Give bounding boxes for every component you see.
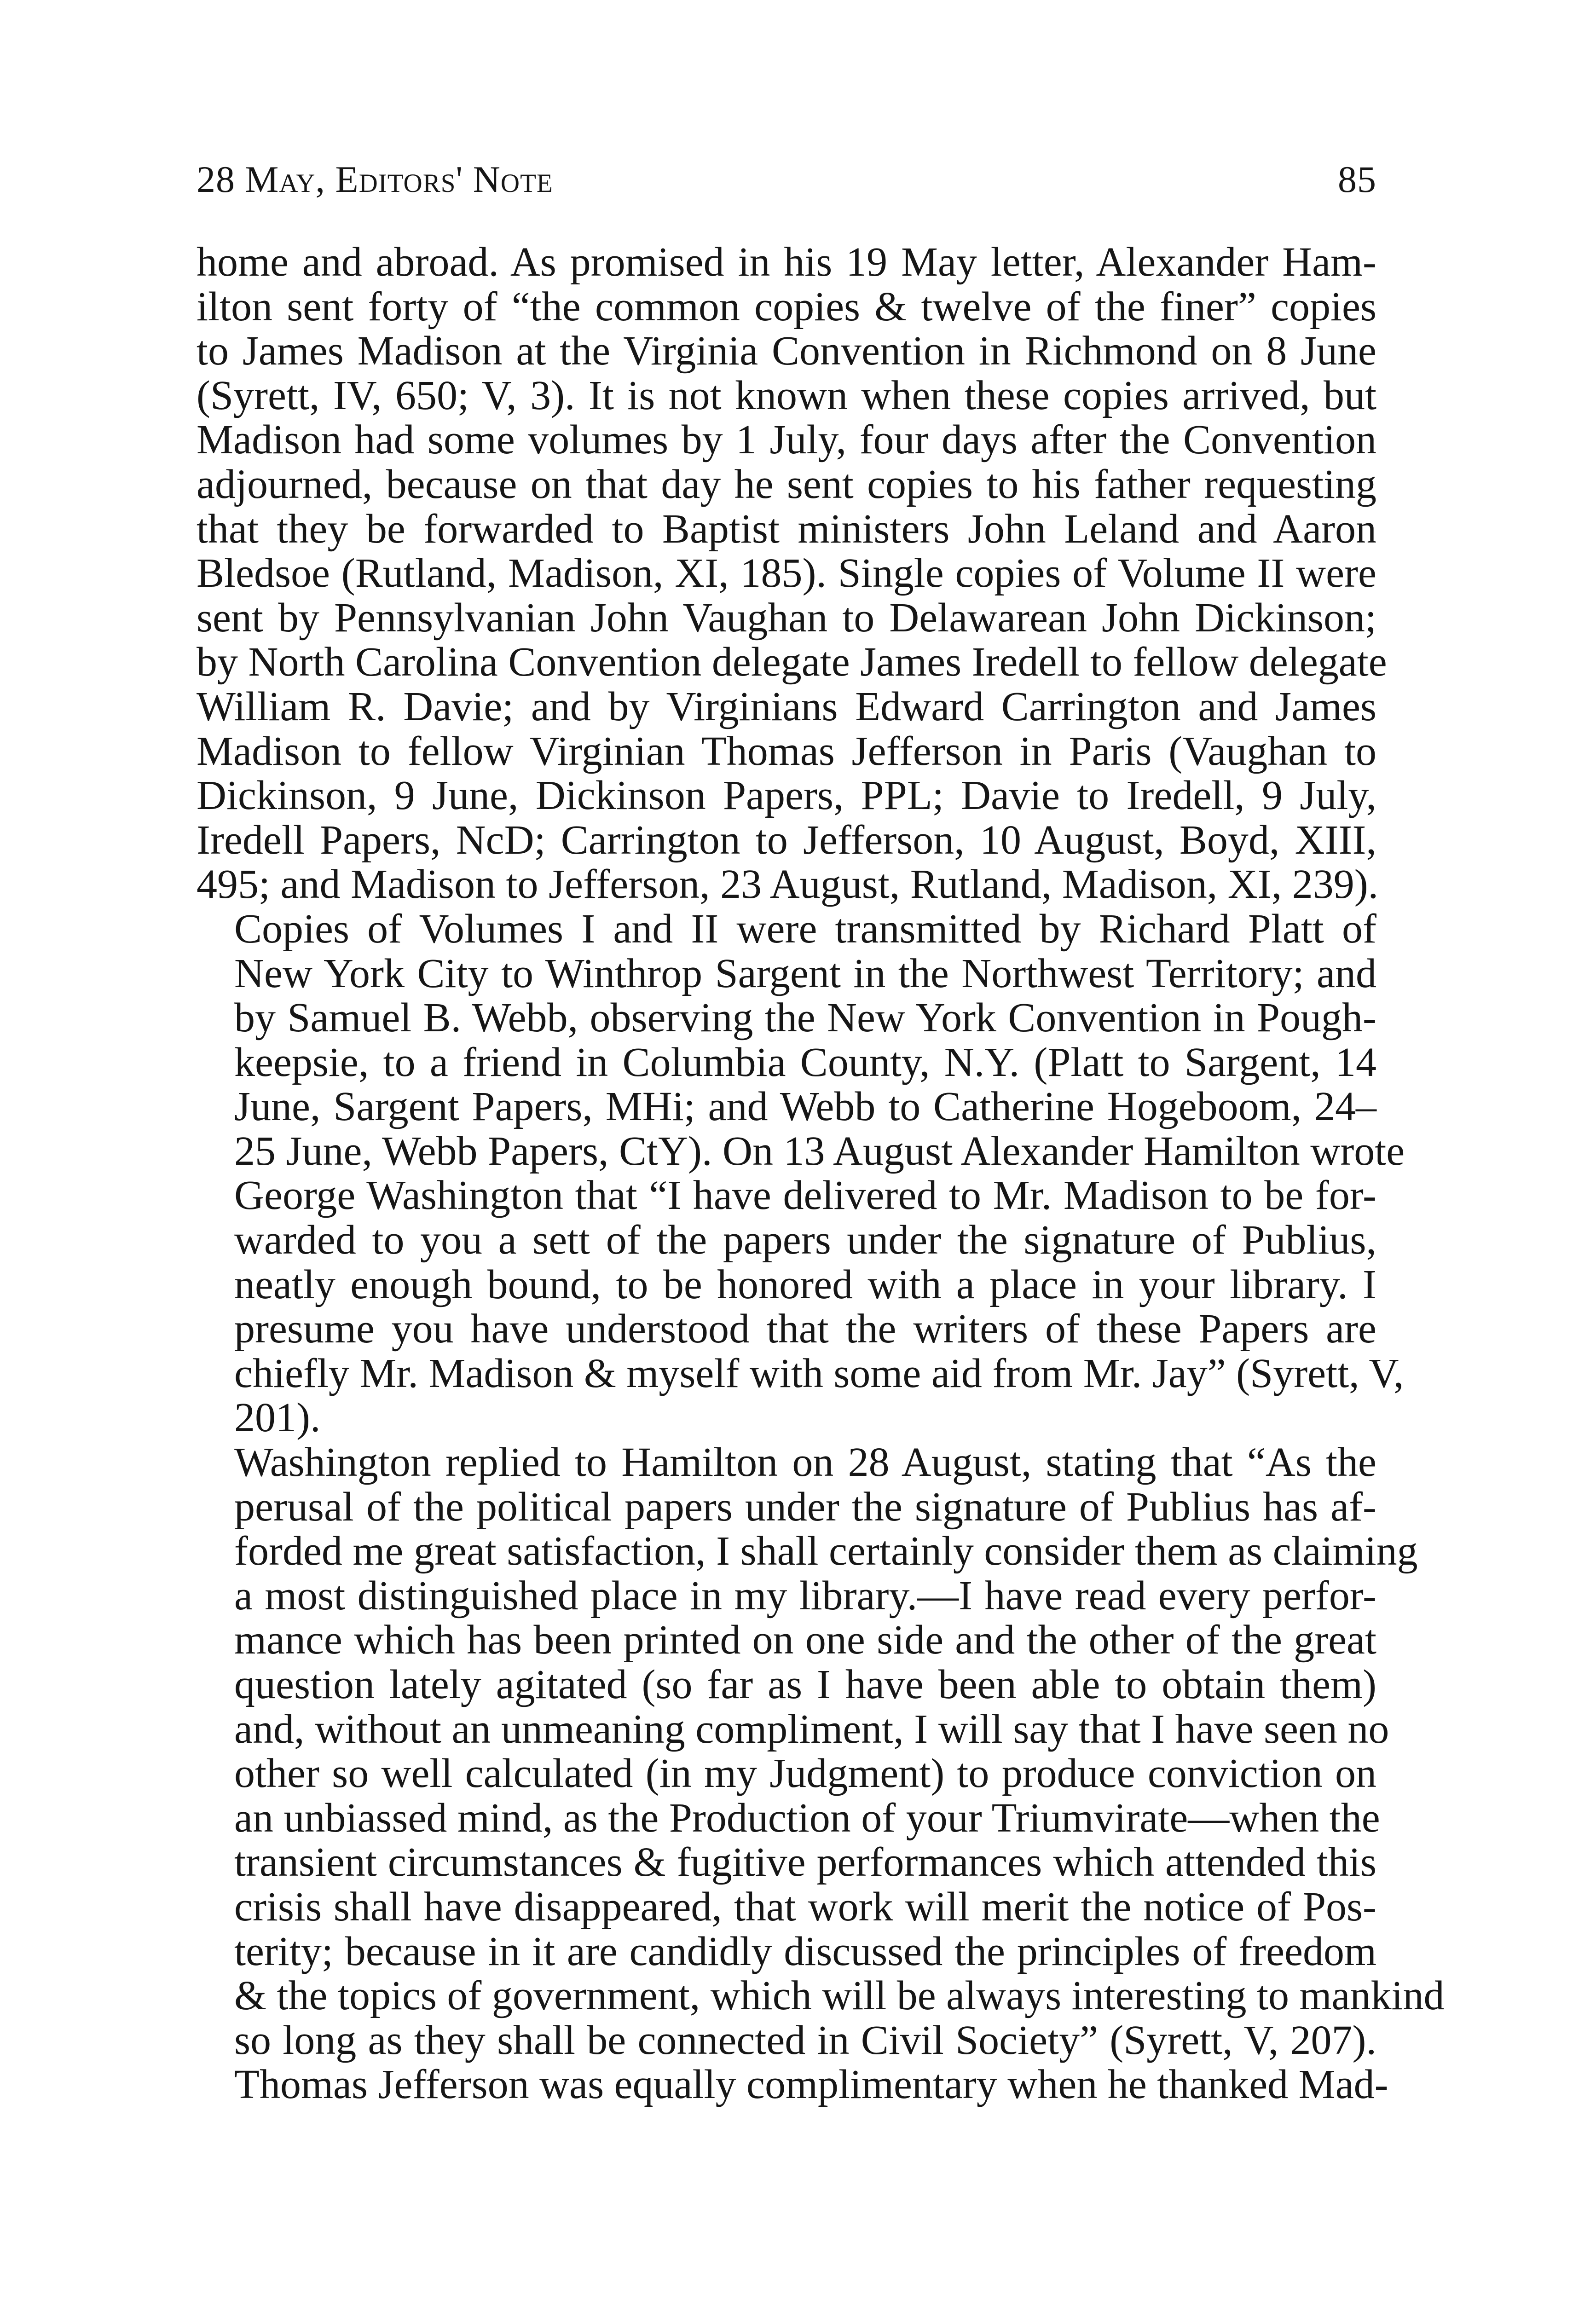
text-line: an unbiassed mind, as the Production of your Triumvirate—when the bbox=[234, 1795, 1380, 1841]
text-line: mance which has been printed on one side and the other of the great bbox=[234, 1617, 1376, 1663]
text-line: & the topics of government, which will be always interesting to mankind bbox=[234, 1973, 1445, 2019]
text-line: and, without an unmeaning compliment, I will say that I have seen no bbox=[234, 1706, 1389, 1752]
text-line: by North Carolina Convention delegate James Iredell to fellow delegate bbox=[197, 639, 1387, 685]
text-line: sent by Pennsylvanian John Vaughan to Delawarean John Dickinson; bbox=[197, 595, 1376, 641]
text-line: Madison had some volumes by 1 July, four days after the Convention bbox=[197, 417, 1376, 463]
page-number: 85 bbox=[1338, 158, 1376, 200]
text-line: neatly enough bound, to be honored with a place in your library. I bbox=[234, 1261, 1376, 1307]
text-line: June, Sargent Papers, MHi; and Webb to Catherine Hogeboom, 24– bbox=[234, 1084, 1376, 1130]
text-line: Iredell Papers, NcD; Carrington to Jefferson, 10 August, Boyd, XIII, bbox=[197, 817, 1376, 863]
paragraph bbox=[197, 906, 1405, 1441]
paragraph bbox=[197, 1440, 1445, 2108]
paragraph bbox=[197, 239, 1387, 908]
text-line: forded me great satisfaction, I shall certainly consider them as claiming bbox=[234, 1528, 1418, 1574]
text-line: home and abroad. As promised in his 19 May letter, Alexander Ham- bbox=[197, 239, 1376, 285]
text-line: by Samuel B. Webb, observing the New York Convention in Pough- bbox=[234, 995, 1376, 1041]
text-line: 495; and Madison to Jefferson, 23 August, Rutland, Madison, XI, 239). bbox=[197, 861, 1379, 908]
running-head-month: May bbox=[245, 158, 316, 200]
body-text bbox=[197, 239, 1445, 2108]
text-line: ilton sent forty of “the common copies & twelve of the finer” copies bbox=[197, 283, 1376, 330]
text-line: New York City to Winthrop Sargent in the Northwest Territory; and bbox=[234, 950, 1376, 996]
text-line: chiefly Mr. Madison & myself with some aid from Mr. Jay” (Syrett, V, bbox=[234, 1350, 1404, 1396]
text-line: other so well calculated (in my Judgment) to produce conviction on bbox=[234, 1751, 1376, 1797]
running-head-note: Note bbox=[473, 158, 553, 200]
text-line: question lately agitated (so far as I have been able to obtain them) bbox=[234, 1662, 1376, 1707]
text-line: that they be forwarded to Baptist ministers John Leland and Aaron bbox=[197, 506, 1376, 552]
text-line: George Washington that “I have delivered to Mr. Madison to be for- bbox=[234, 1173, 1376, 1219]
text-line: perusal of the political papers under the signature of Publius has af- bbox=[234, 1484, 1376, 1530]
running-head-title bbox=[197, 152, 553, 207]
text-line: Copies of Volumes I and II were transmitted by Richard Platt of bbox=[234, 906, 1376, 952]
running-head-editors: Editors bbox=[335, 158, 456, 200]
text-line: to James Madison at the Virginia Convention in Richmond on 8 June bbox=[197, 328, 1376, 374]
text-line: a most distinguished place in my library.—I have read every perfor- bbox=[234, 1573, 1376, 1619]
text-line: Madison to fellow Virginian Thomas Jefferson in Paris (Vaughan to bbox=[197, 728, 1376, 774]
text-line: William R. Davie; and by Virginians Edward Carrington and James bbox=[197, 683, 1376, 729]
text-line: Thomas Jefferson was equally complimentary when he thanked Mad- bbox=[234, 2062, 1388, 2108]
text-line: Dickinson, 9 June, Dickinson Papers, PPL; Davie to Iredell, 9 July, bbox=[197, 773, 1376, 819]
text-line: keepsie, to a friend in Columbia County, N.Y. (Platt to Sargent, 14 bbox=[234, 1039, 1376, 1085]
text-line: (Syrett, IV, 650; V, 3). It is not known when these copies arrived, but bbox=[197, 372, 1376, 418]
text-line: crisis shall have disappeared, that work will merit the notice of Pos- bbox=[234, 1884, 1376, 1930]
text-line: so long as they shall be connected in Civil Society” (Syrett, V, 207). bbox=[234, 2017, 1376, 2063]
text-line: Washington replied to Hamilton on 28 August, stating that “As the bbox=[234, 1440, 1376, 1486]
running-head bbox=[197, 152, 1376, 207]
text-line: transient circumstances & fugitive performances which attended this bbox=[234, 1839, 1376, 1885]
text-line: 25 June, Webb Papers, CtY). On 13 August Alexander Hamilton wrote bbox=[234, 1128, 1405, 1174]
text-line: warded to you a sett of the papers under the signature of Publius, bbox=[234, 1217, 1376, 1263]
text-line: presume you have understood that the writers of these Papers are bbox=[234, 1306, 1376, 1352]
running-head-separator: , bbox=[315, 158, 335, 200]
text-line: terity; because in it are candidly discussed the principles of freedom bbox=[234, 1928, 1376, 1974]
running-head-apostrophe: ' bbox=[456, 158, 473, 200]
text-line: 201). bbox=[234, 1395, 321, 1441]
text-line: adjourned, because on that day he sent copies to his father requesting bbox=[197, 461, 1376, 507]
text-line: Bledsoe (Rutland, Madison, XI, 185). Single copies of Volume II were bbox=[197, 550, 1376, 596]
running-head-date: 28 bbox=[197, 158, 245, 200]
